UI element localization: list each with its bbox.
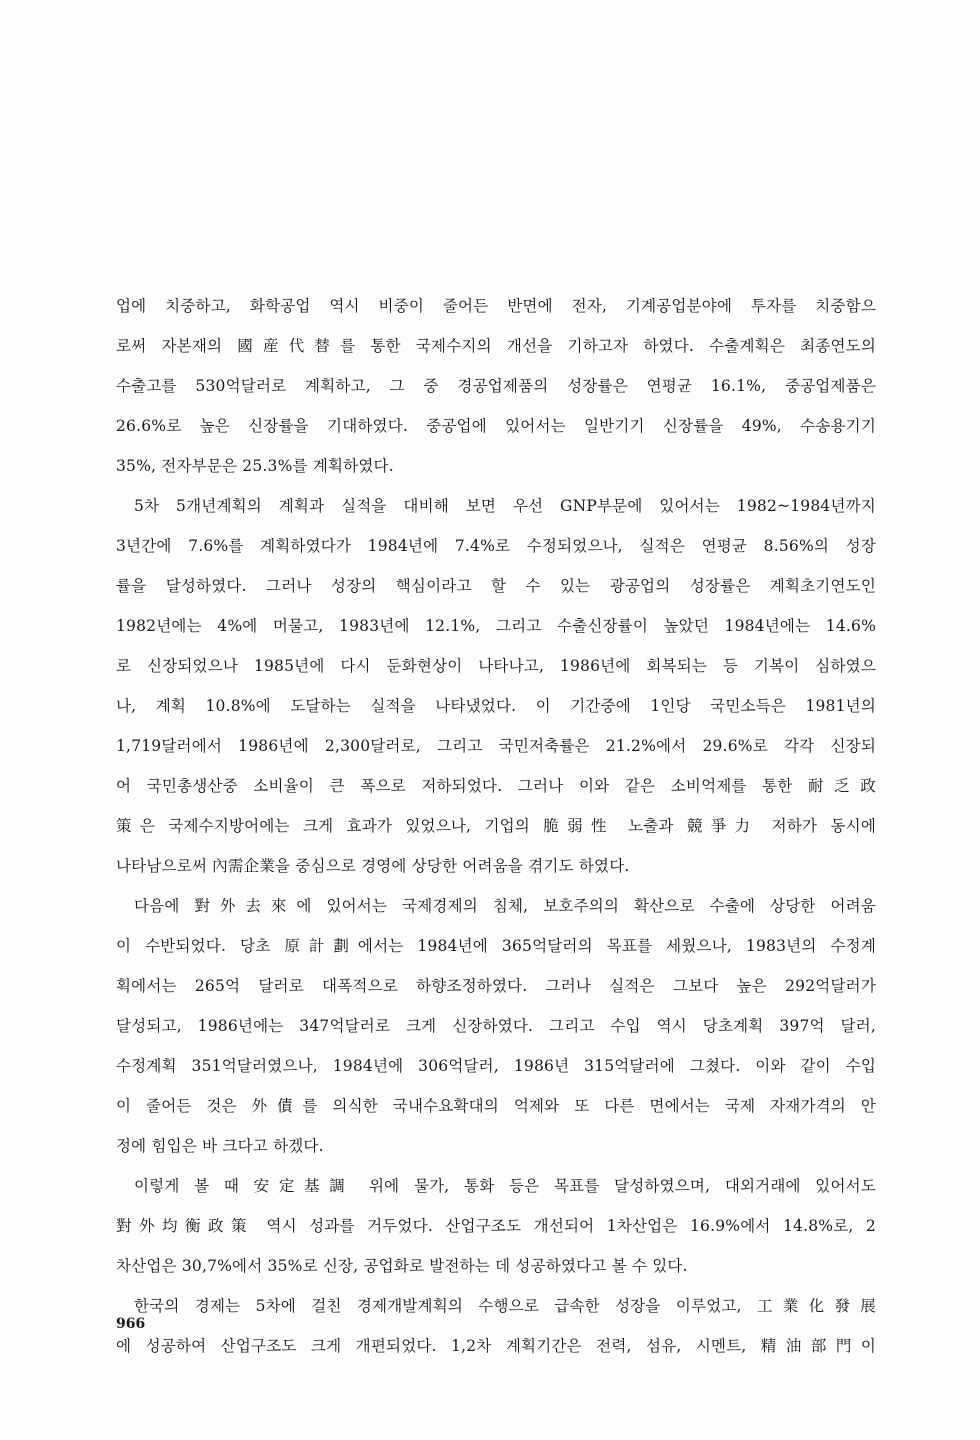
text-line: 이렇게 볼 때 安定基調 위에 물가, 통화 등은 목표를 달성하였으며, 대외거래에 있어서도 (134, 1177, 876, 1195)
text-line: 35%, 전자부문은 25.3%를 계획하였다. (116, 457, 394, 475)
text-line: 3년간에 7.6%를 계획하였다가 1984년에 7.4%로 수정되었으나, 실적은 연평균 8.56%의 성장 (116, 537, 876, 555)
text-line: 나, 계획 10.8%에 도달하는 실적을 나타냈었다. 이 기간중에 1인당 국민소득은 1981년의 (116, 697, 876, 715)
text-line: 1,719달러에서 1986년에 2,300달러로, 그리고 국민저축률은 21.2%에서 29.6%로 각각 신장되 (116, 737, 876, 755)
text-line: 에 성공하여 산업구조도 크게 개편되었다. 1,2차 계획기간은 전력, 섬유, 시멘트, 精油部門이 (116, 1337, 876, 1355)
text-line: 策은 국제수지방어에는 크게 효과가 있었으나, 기업의 脆弱性 노출과 競爭力 저하가 동시에 (116, 817, 876, 835)
text-line: 달성되고, 1986년에는 347억달러로 크게 신장하였다. 그리고 수입 역시 당초계획 397억 달러, (116, 1017, 876, 1035)
text-line: 이 수반되었다. 당초 原計劃에서는 1984년에 365억달러의 목표를 세웠으나, 1983년의 수정계 (116, 937, 876, 955)
text-line: 수정계획 351억달러였으나, 1984년에 306억달러, 1986년 315억달러에 그쳤다. 이와 같이 수입 (116, 1057, 876, 1075)
text-line: 이 줄어든 것은 外債를 의식한 국내수요확대의 억제와 또 다른 면에서는 국제 자재가격의 안 (116, 1097, 876, 1115)
text-line: 나타남으로써 內需企業을 중심으로 경영에 상당한 어려움을 겪기도 하였다. (116, 857, 630, 875)
text-line: 률을 달성하였다. 그러나 성장의 핵심이라고 할 수 있는 광공업의 성장률은 계획초기연도인 (116, 577, 876, 595)
text-line: 對外均衡政策 역시 성과를 거두었다. 산업구조도 개선되어 1차산업은 16.9%에서 14.8%로, 2 (116, 1217, 876, 1235)
text-line: 로써 자본재의 國産代替를 통한 국제수지의 개선을 기하고자 하였다. 수출계획은 최종연도의 (116, 337, 876, 355)
text-line: 다음에 對外去來에 있어서는 국제경제의 침체, 보호주의의 확산으로 수출에 상당한 어려움 (134, 897, 876, 915)
text-line: 업에 치중하고, 화학공업 역시 비중이 줄어든 반면에 전자, 기계공업분야에 투자를 치중함으 (116, 297, 876, 315)
text-line: 차산업은 30,7%에서 35%로 신장, 공업화로 발전하는 데 성공하였다고 볼 수 있다. (116, 1257, 688, 1275)
text-line: 한국의 경제는 5차에 걸친 경제개발계획의 수행으로 급속한 성장을 이루었고, 工業化發展 (134, 1297, 876, 1315)
text-line: 어 국민총생산중 소비율이 큰 폭으로 저하되었다. 그러나 이와 같은 소비억제를 통한 耐乏政 (116, 777, 876, 795)
text-line: 로 신장되었으나 1985년에 다시 둔화현상이 나타나고, 1986년에 회복되는 등 기복이 심하였으 (116, 657, 876, 675)
page-number: 966 (116, 1316, 146, 1332)
text-line: 수출고를 530억달러로 계획하고, 그 중 경공업제품의 성장률은 연평균 16.1%, 중공업제품은 (116, 377, 876, 395)
text-line: 26.6%로 높은 신장률을 기대하였다. 중공업에 있어서는 일반기기 신장률을 49%, 수송용기기 (116, 417, 876, 435)
text-line: 5차 5개년계획의 계획과 실적을 대비해 보면 우선 GNP부문에 있어서는 1982~1984년까지 (134, 497, 876, 515)
text-line: 획에서는 265억 달러로 대폭적으로 하향조정하였다. 그러나 실적은 그보다 높은 292억달러가 (116, 977, 876, 995)
body-text (116, 286, 876, 1366)
text-line: 1982년에는 4%에 머물고, 1983년에 12.1%, 그리고 수출신장률이 높았던 1984년에는 14.6% (116, 617, 876, 635)
text-line: 정에 힘입은 바 크다고 하겠다. (116, 1137, 324, 1155)
